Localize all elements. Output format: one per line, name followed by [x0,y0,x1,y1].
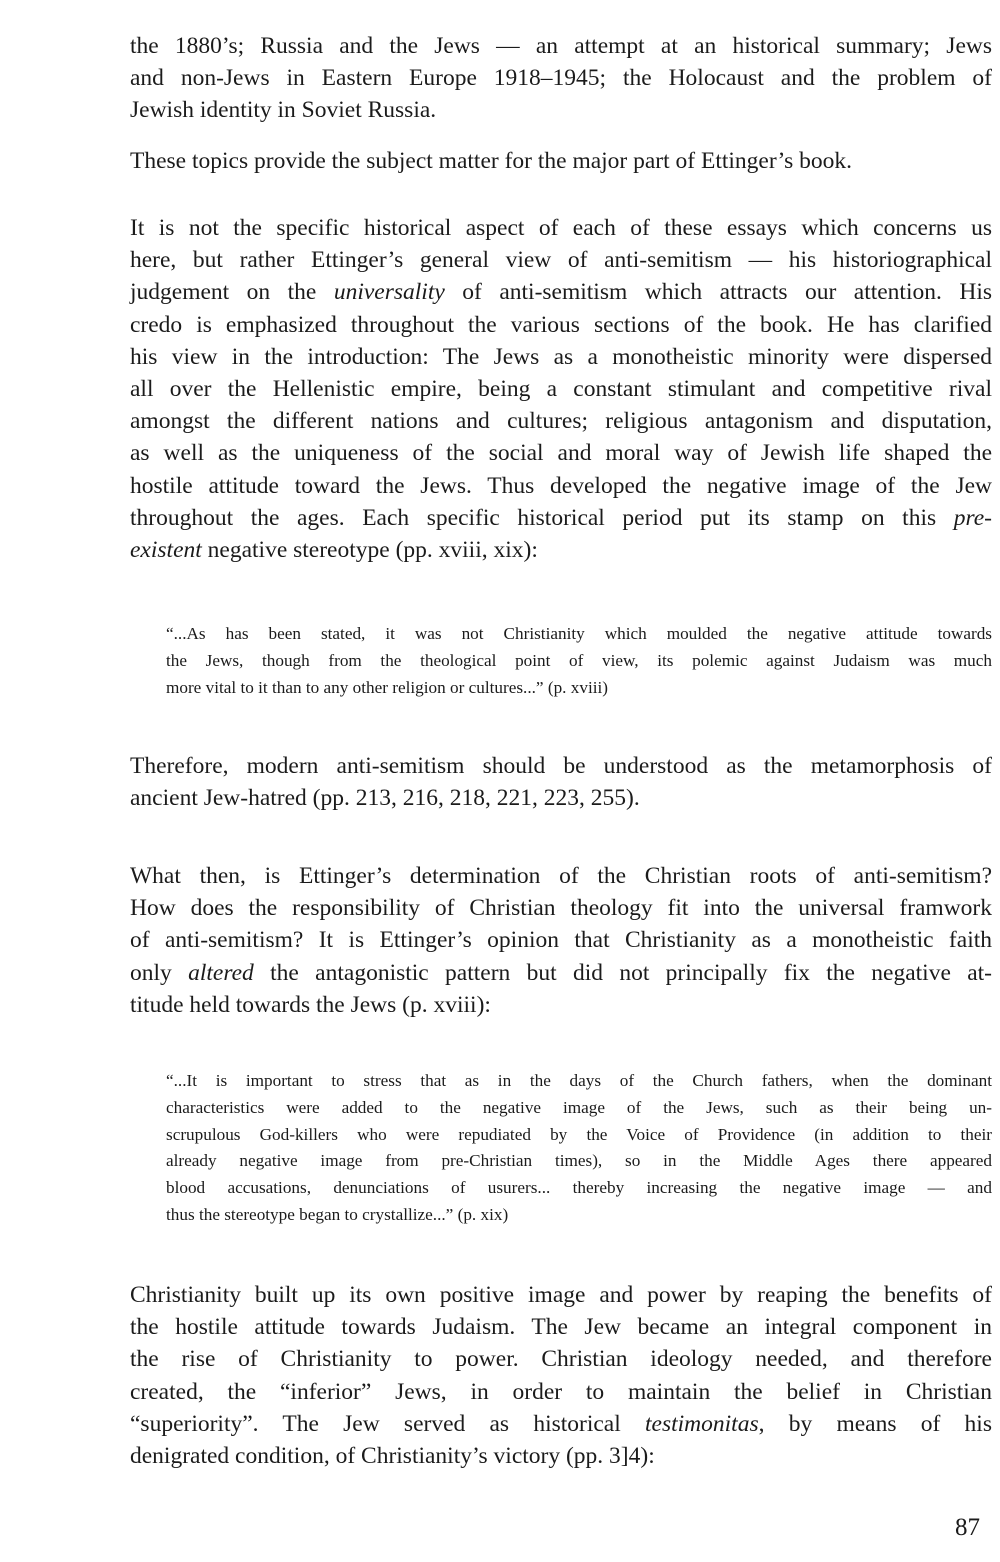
paragraph-christian-roots [130,860,992,1021]
text-fragment: negative stereotype (pp. xviii, xix): [201,537,538,564]
text-line: amongst the different nations and cultures; religious antagonism and disputation, [130,408,992,435]
text-line: How does the responsibility of Christian theology fit into the universal framwork [130,895,992,922]
text-line: Therefore, modern anti-semitism should be understood as the metamorphosis of [130,753,992,779]
text-line: and non-Jews in Eastern Europe 1918–1945; the Holocaust and the problem of [130,65,992,92]
text-line [130,957,992,989]
quote-line: scrupulous God-killers who were repudiated by the Voice of Providence (in addition to their [166,1124,992,1144]
quote-line: thus the stereotype began to crystallize...” (p. xix) [166,1204,509,1224]
text-line: as well as the uniqueness of the social and moral way of Jewish life shaped the [130,440,992,467]
paragraph-metamorphosis [130,750,992,814]
text-line: denigrated condition, of Christianity’s victory (pp. 3]4): [130,1443,655,1470]
text-line: These topics provide the subject matter for the major part of Ettinger’s book. [130,148,852,174]
text-line: here, but rather Ettinger’s general view of anti-semitism — his historiographical [130,247,992,274]
text-line: his view in the introduction: The Jews as a monotheistic minority were dispersed [130,343,992,370]
text-line: titude held towards the Jews (p. xviii): [130,991,491,1018]
text-line: credo is emphasized throughout the various sections of the book. He has clarified [130,311,992,338]
quote-line: characteristics were added to the negative image of the Jews, such as their being un- [166,1097,992,1117]
text-line: the 1880’s; Russia and the Jews — an attempt at an historical summary; Jews [130,33,992,59]
text-line [130,1408,992,1440]
quote-line: the Jews, though from the theological point of view, its polemic against Judaism was much [166,650,992,670]
text-fragment: “superiority”. The Jew served as historical [130,1410,646,1437]
quote-line: blood accusations, denunciations of usurers... thereby increasing the negative image — and [166,1178,992,1198]
block-quote-church-fathers [166,1068,992,1229]
text-line: Jewish identity in Soviet Russia. [130,97,437,124]
emphasis-altered: altered [188,959,254,986]
paragraph-christian-image [130,1279,992,1472]
text-line: of anti-semitism? It is Ettinger’s opinion that Christianity as a monotheistic faith [130,927,992,954]
quote-line: more vital to it than to any other religion or cultures...” (p. xviii) [166,677,608,697]
emphasis-pre: pre- [953,504,992,531]
text-line: Christianity built up its own positive image and power by reaping the benefits of [130,1282,992,1308]
paragraph-general-view [130,212,992,566]
text-line: What then, is Ettinger’s determination of the Christian roots of anti-semitism? [130,863,992,889]
page-number: 87 [955,1514,980,1541]
text-fragment: the antagonistic pattern but did not principally fix the negative at- [253,959,992,986]
emphasis-testimonitas: testimonitas [645,1410,759,1437]
text-line: the rise of Christianity to power. Christian ideology needed, and therefore [130,1346,992,1373]
text-line: created, the “inferior” Jews, in order to maintain the belief in Christian [130,1378,992,1405]
paragraph-subject-matter [130,145,992,177]
text-fragment: only [130,959,189,986]
text-line [130,534,992,566]
paragraph-topics-list [130,30,992,127]
text-fragment: of anti-semitism which attracts our attention. His [444,279,992,306]
text-line [130,276,992,308]
text-line: hostile attitude toward the Jews. Thus developed the negative image of the Jew [130,472,992,499]
emphasis-existent: existent [130,537,202,564]
text-fragment: , by means of his [758,1410,992,1437]
text-fragment: judgement on the [130,279,334,306]
emphasis-universality: universality [333,279,445,306]
text-line [130,502,992,534]
quote-line: “...As has been stated, it was not Christianity which moulded the negative attitude towards [166,624,992,643]
text-line: It is not the specific historical aspect of each of these essays which concerns us [130,215,992,241]
block-quote-christianity-attitude [166,621,992,701]
quote-line: already negative image from pre-Christian times), so in the Middle Ages there appeared [166,1151,992,1171]
text-fragment: throughout the ages. Each specific historical period put its stamp on this [130,504,954,531]
text-line: all over the Hellenistic empire, being a constant stimulant and competitive rival [130,376,992,403]
text-line: ancient Jew-hatred (pp. 213, 216, 218, 221, 223, 255). [130,785,640,812]
text-line: the hostile attitude towards Judaism. The Jew became an integral component in [130,1314,992,1341]
quote-line: “...It is important to stress that as in the days of the Church fathers, when the dominant [166,1071,992,1090]
